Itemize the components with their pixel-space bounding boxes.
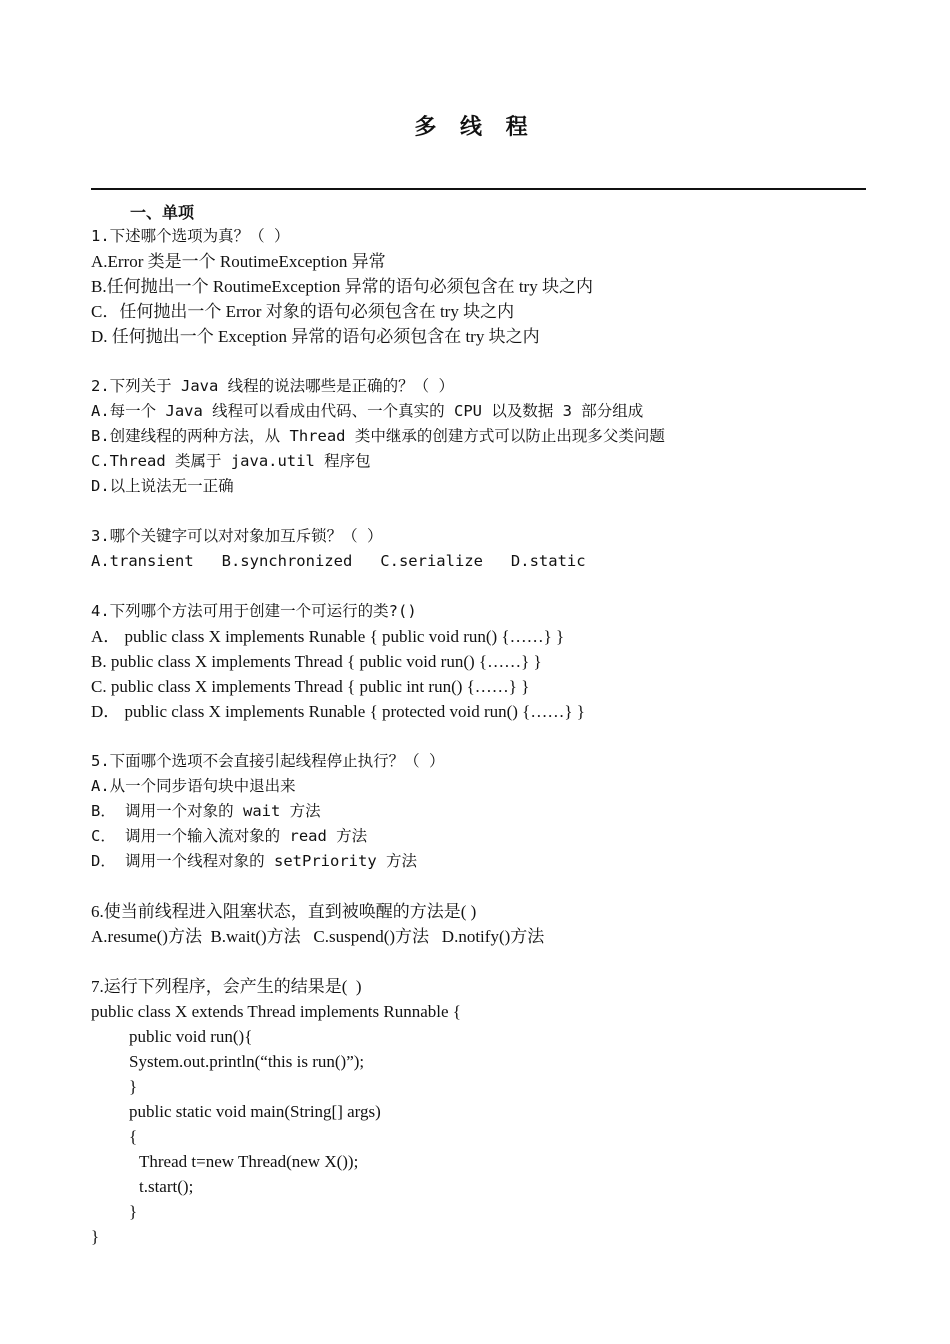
text-line: D. 任何抛出一个 Exception 异常的语句必须包含在 try 块之内 [91,327,540,346]
blank-line [91,499,891,524]
text-line: t.start(); [139,1177,194,1196]
text-line: A.从一个同步语句块中退出来 [91,777,296,795]
text-line: } [129,1202,138,1221]
text-line: D.以上说法无一正确 [91,477,234,495]
text-line: Thread t=new Thread(new X()); [139,1152,359,1171]
text-line: B. public class X implements Thread { public void run() {……} } [91,652,542,671]
text-line: 7.运行下列程序，会产生的结果是( ) [91,977,362,996]
text-line: C． 调用一个输入流对象的 read 方法 [91,827,368,845]
blank-line [91,724,891,749]
text-line: System.out.println(“this is run()”); [129,1052,365,1071]
text-line: 6.使当前线程进入阻塞状态，直到被唤醒的方法是( ) [91,902,477,921]
blank-line [91,949,891,974]
text-line: } [91,1227,100,1246]
blank-line [91,574,891,599]
text-line: C. public class X implements Thread { public int run() {……} } [91,677,530,696]
text-line: } [129,1077,138,1096]
text-line: public void run(){ [129,1027,253,1046]
text-line: 2.下列关于 Java 线程的说法哪些是正确的？（ ） [91,377,454,395]
text-line: B.任何抛出一个 RoutimeException 异常的语句必须包含在 try 块之内 [91,277,593,296]
text-line: B.创建线程的两种方法，从 Thread 类中继承的创建方式可以防止出现多父类问题 [91,427,665,445]
text-line: C.Thread 类属于 java.util 程序包 [91,452,371,470]
title-divider [91,188,866,190]
text-line: 4.下列哪个方法可用于创建一个可运行的类?() [91,602,417,620]
text-line: D． 调用一个线程对象的 setPriority 方法 [91,852,417,870]
text-line: A.transient B.synchronized C.serialize D.static [91,552,586,570]
text-line: D． public class X implements Runable { protected void run() {……} } [91,702,585,721]
text-line: public static void main(String[] args) [129,1102,381,1121]
question-content [91,224,891,1249]
text-line: 5.下面哪个选项不会直接引起线程停止执行？（ ） [91,752,445,770]
blank-line [91,349,891,374]
text-line: 3.哪个关键字可以对对象加互斥锁？（ ） [91,527,383,545]
text-line: public class X extends Thread implements Runnable { [91,1002,461,1021]
text-line: A.每一个 Java 线程可以看成由代码、一个真实的 CPU 以及数据 3 部分组成 [91,402,644,420]
text-line: B． 调用一个对象的 wait 方法 [91,802,321,820]
text-line: A． public class X implements Runable { public void run() {……} } [91,627,565,646]
blank-line [91,874,891,899]
page-title: 多 线 程 [414,115,536,140]
text-line: A.resume()方法 B.wait()方法 C.suspend()方法 D.notify()方法 [91,927,545,946]
text-line: C．任何抛出一个 Error 对象的语句必须包含在 try 块之内 [91,302,515,321]
section-heading: 一、单项 [130,203,195,222]
text-line: A.Error 类是一个 RoutimeException 异常 [91,252,386,271]
text-line: { [129,1127,138,1146]
text-line: 1.下述哪个选项为真？（ ） [91,227,290,245]
